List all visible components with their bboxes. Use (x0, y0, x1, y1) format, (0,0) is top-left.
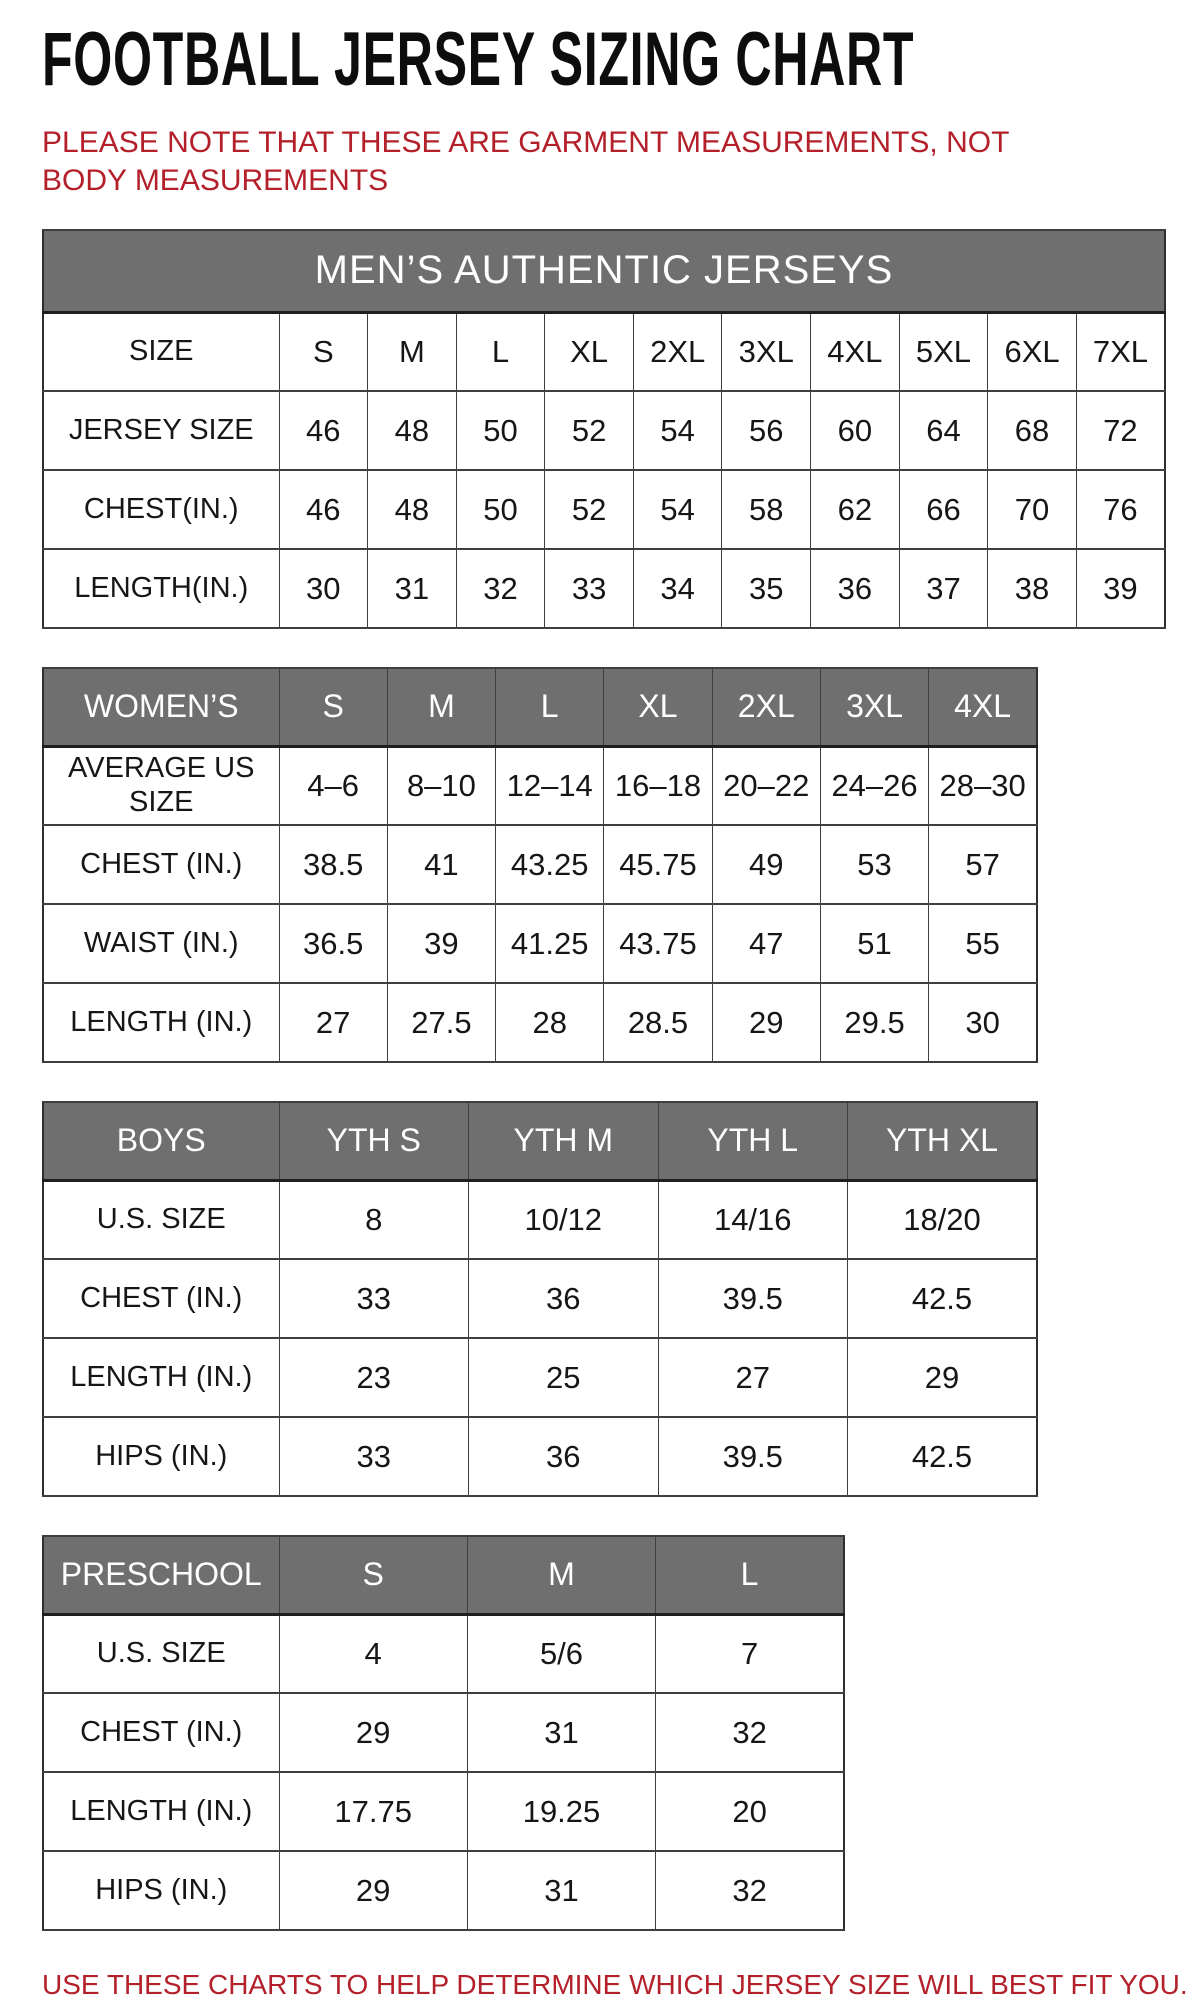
value-cell: 54 (633, 470, 722, 549)
value-cell: 3XL (722, 312, 811, 391)
value-cell: 49 (712, 825, 820, 904)
value-cell: 20–22 (712, 746, 820, 825)
header-cell: M (467, 1536, 655, 1614)
table-row (43, 1772, 844, 1851)
value-cell: 51 (820, 904, 928, 983)
value-cell: 42.5 (848, 1417, 1038, 1496)
value-cell: 39 (1076, 549, 1165, 628)
value-cell: 68 (988, 391, 1077, 470)
value-cell: 30 (279, 549, 368, 628)
header-cell: YTH XL (848, 1102, 1038, 1180)
value-cell: 39.5 (658, 1259, 848, 1338)
header-label-womens: WOMEN’S (43, 668, 279, 746)
table-boys (42, 1101, 1038, 1497)
value-cell: 25 (469, 1338, 659, 1417)
header-cell: 2XL (712, 668, 820, 746)
table-womens (42, 667, 1038, 1063)
value-cell: 50 (456, 391, 545, 470)
value-cell: 14/16 (658, 1180, 848, 1259)
table-row (43, 312, 1165, 391)
value-cell: 45.75 (604, 825, 712, 904)
row-label: HIPS (IN.) (43, 1417, 279, 1496)
value-cell: 36 (811, 549, 900, 628)
value-cell: 52 (545, 391, 634, 470)
value-cell: 27 (658, 1338, 848, 1417)
value-cell: 52 (545, 470, 634, 549)
header-cell: L (656, 1536, 844, 1614)
table-caption-row (43, 230, 1165, 312)
value-cell: 31 (368, 549, 457, 628)
row-label: CHEST (IN.) (43, 825, 279, 904)
value-cell: 10/12 (469, 1180, 659, 1259)
row-label: HIPS (IN.) (43, 1851, 279, 1930)
table-preschool (42, 1535, 845, 1931)
value-cell: 43.25 (496, 825, 604, 904)
value-cell: 33 (545, 549, 634, 628)
table-row (43, 983, 1037, 1062)
header-cell: S (279, 668, 387, 746)
value-cell: 41.25 (496, 904, 604, 983)
value-cell: 17.75 (279, 1772, 467, 1851)
value-cell: 12–14 (496, 746, 604, 825)
value-cell: 48 (368, 391, 457, 470)
value-cell: 5/6 (467, 1614, 655, 1693)
table-header-row (43, 668, 1037, 746)
value-cell: 19.25 (467, 1772, 655, 1851)
row-label: LENGTH (IN.) (43, 1772, 279, 1851)
value-cell: 28 (496, 983, 604, 1062)
value-cell: 46 (279, 470, 368, 549)
table-row (43, 904, 1037, 983)
value-cell: 32 (456, 549, 545, 628)
value-cell: 53 (820, 825, 928, 904)
table-row (43, 825, 1037, 904)
header-cell: M (387, 668, 495, 746)
value-cell: 41 (387, 825, 495, 904)
row-label: CHEST (IN.) (43, 1693, 279, 1772)
value-cell: 56 (722, 391, 811, 470)
value-cell: 27 (279, 983, 387, 1062)
value-cell: S (279, 312, 368, 391)
header-cell: YTH L (658, 1102, 848, 1180)
value-cell: M (368, 312, 457, 391)
value-cell: 7 (656, 1614, 844, 1693)
value-cell: 4XL (811, 312, 900, 391)
row-label: AVERAGE US SIZE (43, 746, 279, 825)
header-cell: YTH S (279, 1102, 469, 1180)
value-cell: 47 (712, 904, 820, 983)
header-cell: 4XL (929, 668, 1037, 746)
value-cell: 2XL (633, 312, 722, 391)
value-cell: 32 (656, 1851, 844, 1930)
table-row (43, 746, 1037, 825)
value-cell: 43.75 (604, 904, 712, 983)
value-cell: 46 (279, 391, 368, 470)
value-cell: 37 (899, 549, 988, 628)
value-cell: 64 (899, 391, 988, 470)
value-cell: 72 (1076, 391, 1165, 470)
row-label: WAIST (IN.) (43, 904, 279, 983)
table-row (43, 1338, 1037, 1417)
value-cell: XL (545, 312, 634, 391)
value-cell: 35 (722, 549, 811, 628)
table-row (43, 549, 1165, 628)
table-caption-mens: MEN’S AUTHENTIC JERSEYS (43, 230, 1165, 312)
value-cell: 5XL (899, 312, 988, 391)
value-cell: 38.5 (279, 825, 387, 904)
value-cell: 4–6 (279, 746, 387, 825)
value-cell: 50 (456, 470, 545, 549)
fit-advice-note: USE THESE CHARTS TO HELP DETERMINE WHICH JERSEY SIZE WILL BEST FIT YOU. (42, 1969, 1188, 2000)
row-label: LENGTH (IN.) (43, 983, 279, 1062)
value-cell: 4 (279, 1614, 467, 1693)
value-cell: 58 (722, 470, 811, 549)
table-mens (42, 229, 1166, 629)
value-cell: 60 (811, 391, 900, 470)
header-cell: XL (604, 668, 712, 746)
table-row (43, 1417, 1037, 1496)
value-cell: 66 (899, 470, 988, 549)
value-cell: 36.5 (279, 904, 387, 983)
table-row (43, 1259, 1037, 1338)
value-cell: 31 (467, 1851, 655, 1930)
table-row (43, 470, 1165, 549)
value-cell: 34 (633, 549, 722, 628)
value-cell: 54 (633, 391, 722, 470)
row-label: JERSEY SIZE (43, 391, 279, 470)
value-cell: 76 (1076, 470, 1165, 549)
value-cell: 70 (988, 470, 1077, 549)
value-cell: 18/20 (848, 1180, 1038, 1259)
value-cell: 62 (811, 470, 900, 549)
header-cell: S (279, 1536, 467, 1614)
value-cell: 6XL (988, 312, 1077, 391)
table-header-row (43, 1102, 1037, 1180)
value-cell: 55 (929, 904, 1037, 983)
page-title: FOOTBALL JERSEY SIZING CHART (42, 17, 915, 102)
row-label: LENGTH (IN.) (43, 1338, 279, 1417)
value-cell: 28–30 (929, 746, 1037, 825)
value-cell: 27.5 (387, 983, 495, 1062)
row-label: CHEST(IN.) (43, 470, 279, 549)
value-cell: 36 (469, 1259, 659, 1338)
header-cell: 3XL (820, 668, 928, 746)
value-cell: 38 (988, 549, 1077, 628)
table-header-row (43, 1536, 844, 1614)
value-cell: 20 (656, 1772, 844, 1851)
header-label-preschool: PRESCHOOL (43, 1536, 279, 1614)
value-cell: 8 (279, 1180, 469, 1259)
value-cell: 8–10 (387, 746, 495, 825)
value-cell: 29 (279, 1693, 467, 1772)
value-cell: 30 (929, 983, 1037, 1062)
table-row (43, 391, 1165, 470)
value-cell: 28.5 (604, 983, 712, 1062)
value-cell: 29 (712, 983, 820, 1062)
value-cell: 42.5 (848, 1259, 1038, 1338)
value-cell: 48 (368, 470, 457, 549)
table-row (43, 1614, 844, 1693)
value-cell: 29 (279, 1851, 467, 1930)
value-cell: L (456, 312, 545, 391)
row-label: U.S. SIZE (43, 1180, 279, 1259)
value-cell: 23 (279, 1338, 469, 1417)
value-cell: 29.5 (820, 983, 928, 1062)
row-label: SIZE (43, 312, 279, 391)
garment-measurement-note: PLEASE NOTE THAT THESE ARE GARMENT MEASUREMENTS, NOT BODY MEASUREMENTS (42, 126, 1009, 197)
value-cell: 31 (467, 1693, 655, 1772)
value-cell: 39 (387, 904, 495, 983)
value-cell: 29 (848, 1338, 1038, 1417)
header-cell: YTH M (469, 1102, 659, 1180)
value-cell: 32 (656, 1693, 844, 1772)
value-cell: 16–18 (604, 746, 712, 825)
value-cell: 33 (279, 1417, 469, 1496)
table-row (43, 1851, 844, 1930)
row-label: LENGTH(IN.) (43, 549, 279, 628)
header-cell: L (496, 668, 604, 746)
value-cell: 33 (279, 1259, 469, 1338)
row-label: U.S. SIZE (43, 1614, 279, 1693)
table-row (43, 1180, 1037, 1259)
value-cell: 7XL (1076, 312, 1165, 391)
value-cell: 57 (929, 825, 1037, 904)
header-label-boys: BOYS (43, 1102, 279, 1180)
row-label: CHEST (IN.) (43, 1259, 279, 1338)
value-cell: 24–26 (820, 746, 928, 825)
value-cell: 36 (469, 1417, 659, 1496)
table-row (43, 1693, 844, 1772)
value-cell: 39.5 (658, 1417, 848, 1496)
size-tables-container (42, 229, 1170, 1931)
